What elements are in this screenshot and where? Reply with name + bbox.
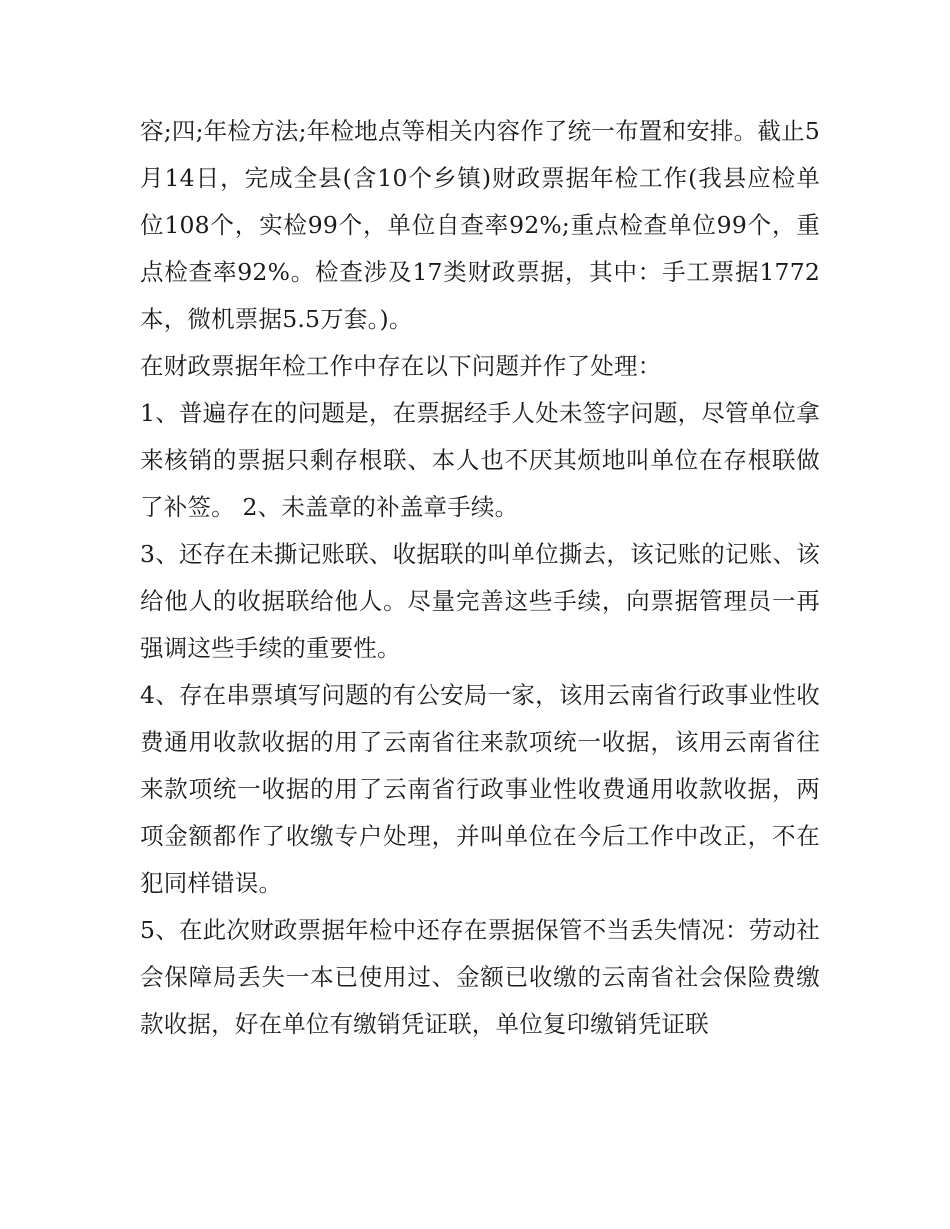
paragraph-inspection-summary: 容;四;年检方法;年检地点等相关内容作了统一布置和安排。截止5月14日，完成全县(含10个乡镇)财政票据年检工作(我县应检单位108个，实检99个，单位自查率92%;重点检查单位99个，重点检查率92%。检查涉及17类财政票据，其中：手工票据1772本，微机票据5.5万套。)。 <box>140 117 820 333</box>
paragraph-issue-3: 3、还存在未撕记账联、收据联的叫单位撕去，该记账的记账、该给他人的收据联给他人。尽量完善这些手续，向票据管理员一再强调这些手续的重要性。 <box>140 540 820 662</box>
paragraph-issues-intro: 在财政票据年检工作中存在以下问题并作了处理： <box>140 352 662 380</box>
paragraph-issue-1-2: 1、普遍存在的问题是，在票据经手人处未签字问题，尽管单位拿来核销的票据只剩存根联、本人也不厌其烦地叫单位在存根联做了补签。 2、未盖章的补盖章手续。 <box>140 399 820 521</box>
paragraph-issue-5: 5、在此次财政票据年检中还存在票据保管不当丢失情况：劳动社会保障局丢失一本已使用过、金额已收缴的云南省社会保险费缴款收据，好在单位有缴销凭证联，单位复印缴销凭证联 <box>140 916 820 1038</box>
document-body <box>140 108 820 1048</box>
paragraph-issue-4: 4、存在串票填写问题的有公安局一家，该用云南省行政事业性收费通用收款收据的用了云南省往来款项统一收据，该用云南省往来款项统一收据的用了云南省行政事业性收费通用收款收据，两项金额都作了收缴专户处理，并叫单位在今后工作中改正，不在犯同样错误。 <box>140 681 820 897</box>
